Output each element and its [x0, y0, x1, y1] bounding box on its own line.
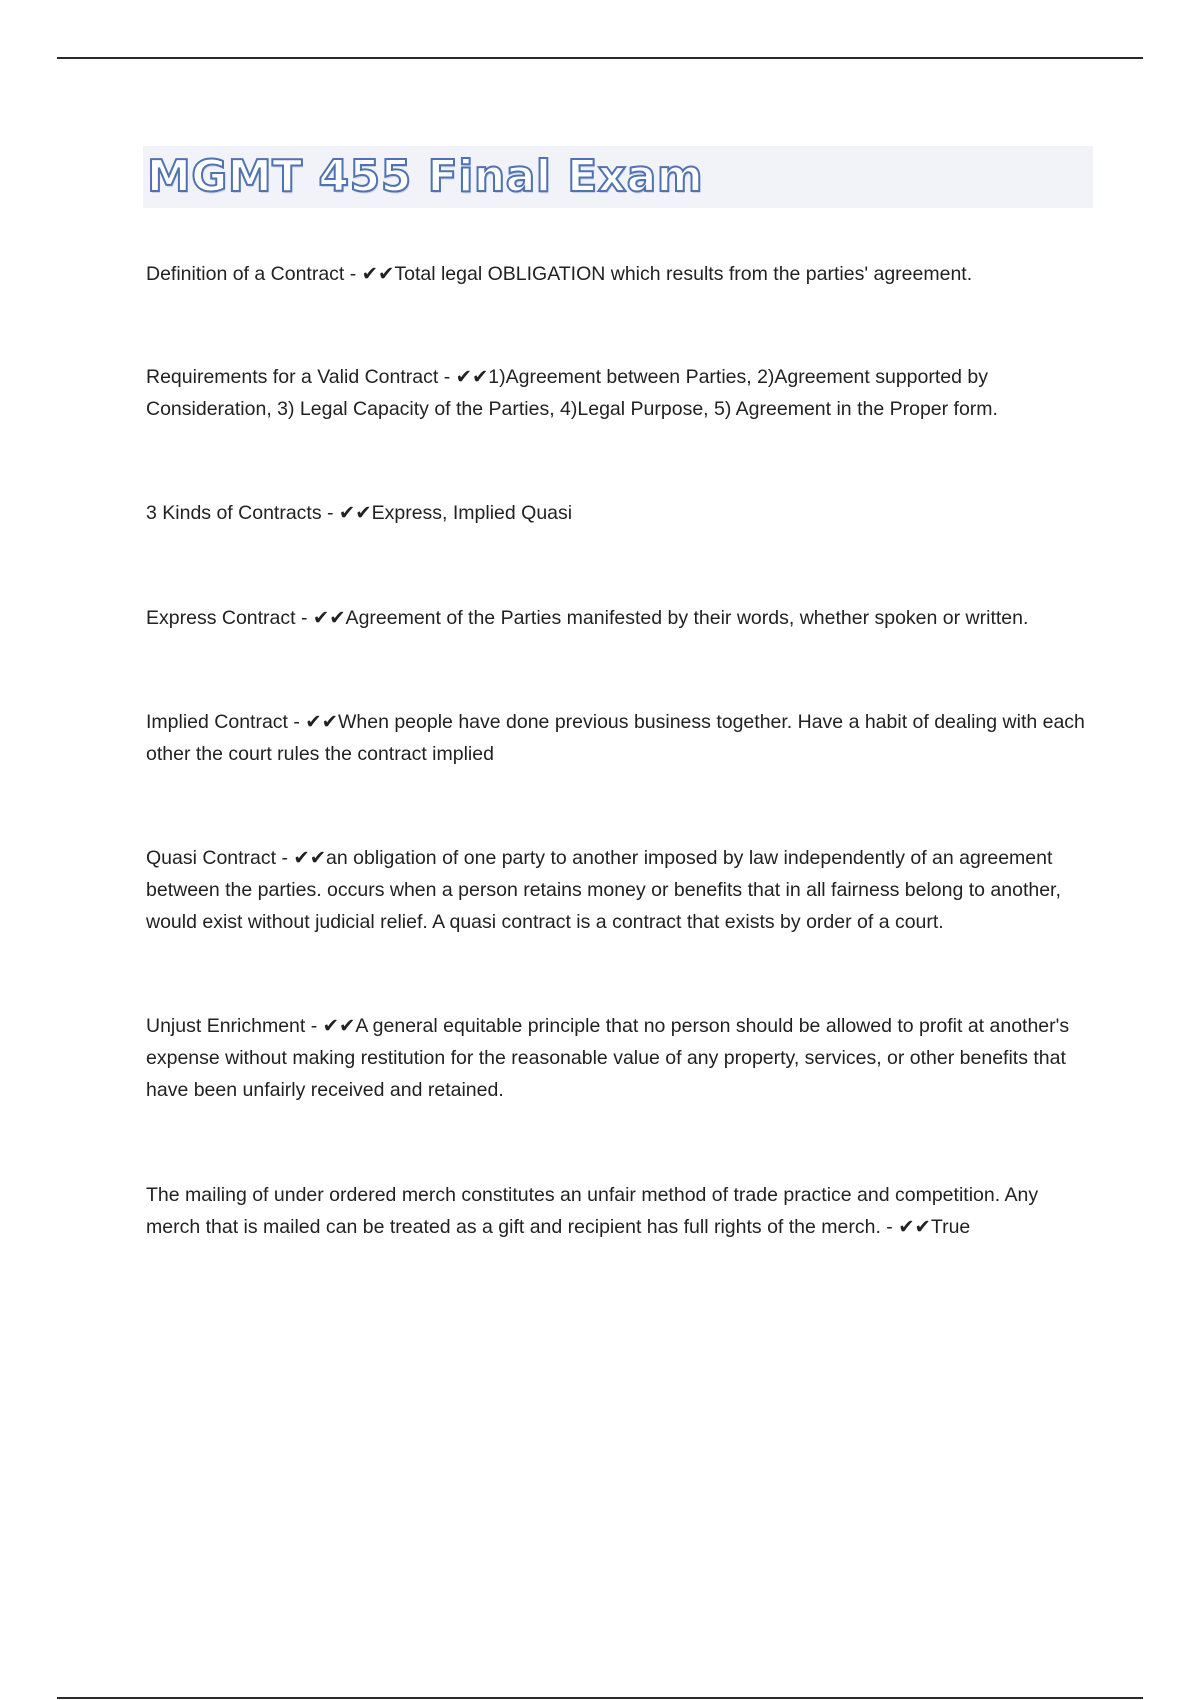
- entry-express-contract: Express Contract - ✔✔Agreement of the Parties manifested by their words, whether spoken or written.: [146, 607, 1029, 629]
- entry-requirements-valid-contract: Requirements for a Valid Contract - ✔✔1)Agreement between Parties, 2)Agreement supported by Consideration, 3) Legal Capacity of the Parties, 4)Legal Purpose, 5) Agreement in the Proper form.: [146, 366, 998, 420]
- document-title: MGMT 455 Final Exam: [147, 151, 704, 202]
- entry-unjust-enrichment: Unjust Enrichment - ✔✔A general equitable principle that no person should be allowed to profit at another's expense without making restitution for the reasonable value of any property, services, or other benefits that have been unfairly received and retained.: [146, 1015, 1070, 1101]
- top-divider: [57, 57, 1143, 59]
- entry-kinds-of-contracts: 3 Kinds of Contracts - ✔✔Express, Implied Quasi: [146, 502, 573, 524]
- title-banner: [143, 146, 1093, 208]
- entry-unordered-merchandise: The mailing of under ordered merch constitutes an unfair method of trade practice and competition. Any merch that is mailed can be treated as a gift and recipient has full rights of the merch. - ✔✔True: [146, 1184, 1039, 1238]
- document-body: [146, 258, 1096, 1243]
- entry-definition-of-contract: Definition of a Contract - ✔✔Total legal OBLIGATION which results from the parties' agreement.: [146, 263, 973, 285]
- entry-implied-contract: Implied Contract - ✔✔When people have done previous business together. Have a habit of dealing with each other the court rules the contract implied: [146, 711, 1085, 765]
- entry-quasi-contract: Quasi Contract - ✔✔an obligation of one party to another imposed by law independently of an agreement between the parties. occurs when a person retains money or benefits that in all fairness belong to another, would exist without judicial relief. A quasi contract is a contract that exists by order of a court.: [146, 847, 1061, 933]
- bottom-divider: [57, 1697, 1143, 1699]
